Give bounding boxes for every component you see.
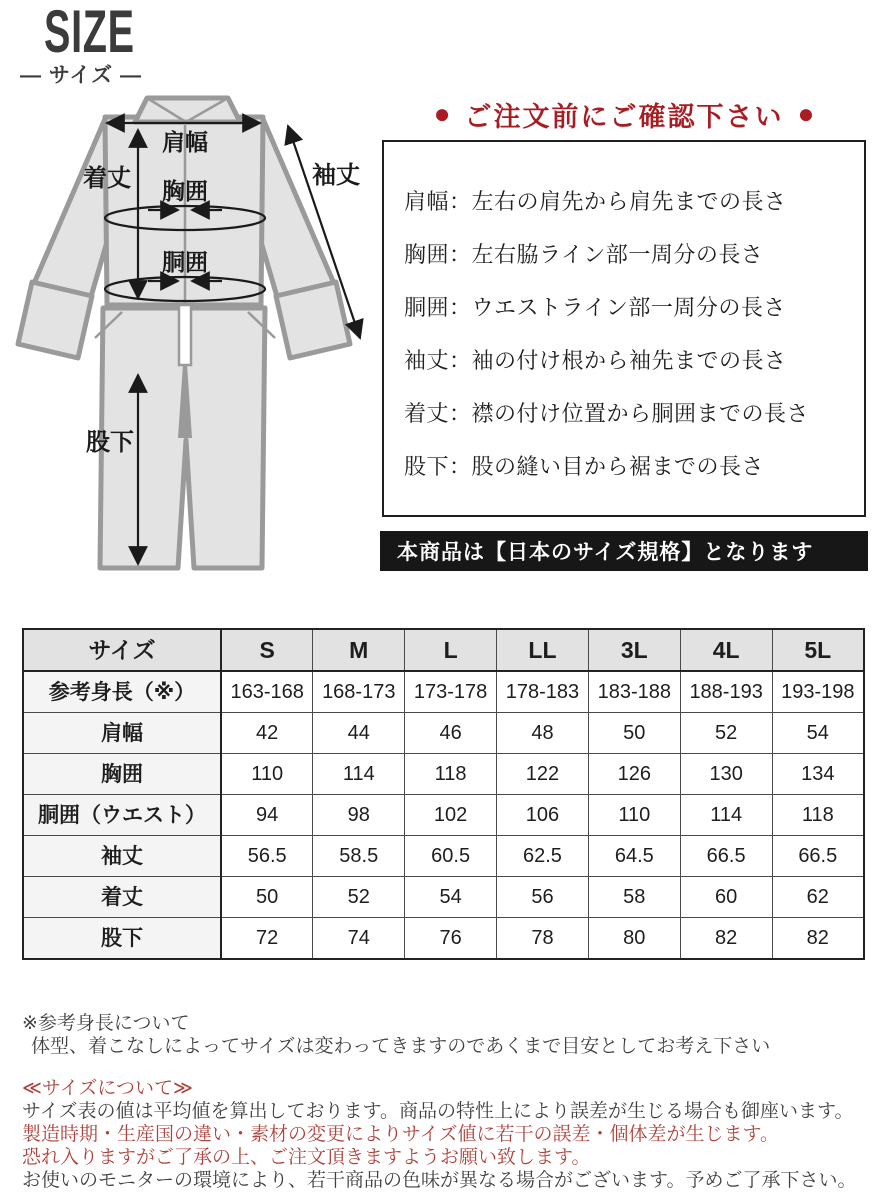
size-table-cell: 134	[772, 754, 864, 795]
size-table-cell: 118	[772, 795, 864, 836]
size-table-cell: 98	[313, 795, 405, 836]
size-table-cell: 50	[221, 877, 313, 918]
size-table-body	[23, 671, 864, 959]
notice-title-text: ご注文前にご確認下さい	[464, 101, 784, 132]
footnote-line: ≪サイズについて≫	[22, 1078, 193, 1099]
size-table-row-label: 参考身長（※）	[23, 671, 221, 713]
footnote-line: 体型、着こなしによってサイズは変わってきますのであくまで目安としてお考え下さい	[31, 1036, 771, 1057]
size-table-cell: 52	[680, 713, 772, 754]
size-table-cell: 60	[680, 877, 772, 918]
size-table-cell: 126	[588, 754, 680, 795]
size-table-cell: 52	[313, 877, 405, 918]
size-table-cell: 72	[221, 918, 313, 960]
size-table-cell: 46	[405, 713, 497, 754]
size-table-corner-header: サイズ	[23, 629, 221, 671]
footnote-line: お使いのモニターの環境により、若干商品の色味が異なる場合がございます。予めご了承下さい。	[22, 1170, 857, 1191]
size-table-row	[23, 918, 864, 960]
size-table-cell: 42	[221, 713, 313, 754]
bullet-icon: ●	[433, 98, 451, 129]
right-cuff-shape	[276, 282, 350, 358]
definition-line: 胴囲：ウエストライン部一周分の長さ	[404, 295, 786, 320]
page-title: SIZE	[44, 0, 135, 65]
footnote-line: ※参考身長について	[22, 1013, 190, 1034]
size-table-cell: 114	[313, 754, 405, 795]
size-table-row	[23, 713, 864, 754]
definition-line: 袖丈：袖の付け根から袖先までの長さ	[404, 348, 787, 373]
size-table-row	[23, 836, 864, 877]
size-table-cell: 82	[772, 918, 864, 960]
size-table-cell: 74	[313, 918, 405, 960]
size-table-row	[23, 795, 864, 836]
size-table-cell: 64.5	[588, 836, 680, 877]
size-table-cell: 122	[497, 754, 589, 795]
size-table-row	[23, 754, 864, 795]
size-table-cell: 193-198	[772, 671, 864, 713]
size-table-cell: 82	[680, 918, 772, 960]
notice-title	[380, 96, 868, 132]
size-table-row-label: 着丈	[23, 877, 221, 918]
size-table-cell: 94	[221, 795, 313, 836]
footnotes	[22, 1012, 867, 1192]
size-table-cell: 44	[313, 713, 405, 754]
size-table-cell: 54	[405, 877, 497, 918]
size-table-cell: 50	[588, 713, 680, 754]
size-table-cell: 48	[497, 713, 589, 754]
size-table-cell: 76	[405, 918, 497, 960]
size-table-row-label: 肩幅	[23, 713, 221, 754]
coverall-diagram	[14, 86, 376, 590]
size-table-cell: 62.5	[497, 836, 589, 877]
size-table-cell: 114	[680, 795, 772, 836]
size-table-cell: 178-183	[497, 671, 589, 713]
size-table-size-header: L	[405, 629, 497, 671]
inseam-label: 股下	[86, 429, 134, 456]
size-table-cell: 110	[588, 795, 680, 836]
size-table-cell: 66.5	[772, 836, 864, 877]
size-table-cell: 56.5	[221, 836, 313, 877]
footnote-line: 恐れ入りますがご了承の上、ご注文頂きますようお願い致します。	[22, 1147, 591, 1168]
chest-label: 胸囲	[162, 178, 208, 204]
size-table-cell: 130	[680, 754, 772, 795]
sleeve-length-label: 袖丈	[312, 162, 360, 189]
bullet-icon: ●	[797, 98, 815, 129]
size-table-cell: 118	[405, 754, 497, 795]
size-table-size-header: 3L	[588, 629, 680, 671]
size-table-cell: 188-193	[680, 671, 772, 713]
size-table	[22, 628, 865, 960]
size-table-cell: 60.5	[405, 836, 497, 877]
size-table-cell: 110	[221, 754, 313, 795]
size-table-row	[23, 671, 864, 713]
size-table-head-row	[23, 629, 864, 671]
size-table-cell: 56	[497, 877, 589, 918]
size-table-size-header: 4L	[680, 629, 772, 671]
size-table-size-header: LL	[497, 629, 589, 671]
footnote-line: 製造時期・生産国の違い・素材の変更によりサイズ値に若干の誤差・個体差が生じます。	[22, 1124, 779, 1145]
page-subtitle: — サイズ —	[20, 64, 142, 87]
front-placket	[179, 305, 191, 365]
size-table-size-header: M	[313, 629, 405, 671]
definition-line: 着丈：襟の付け位置から胴囲までの長さ	[404, 401, 810, 426]
body-length-label: 着丈	[83, 165, 131, 192]
size-table-cell: 102	[405, 795, 497, 836]
size-table-row-label: 胴囲（ウエスト）	[23, 795, 221, 836]
size-table-cell: 78	[497, 918, 589, 960]
definition-line: 肩幅：左右の肩先から肩先までの長さ	[404, 189, 787, 214]
definition-line: 股下：股の縫い目から裾までの長さ	[404, 454, 765, 479]
size-table-cell: 66.5	[680, 836, 772, 877]
size-table-cell: 106	[497, 795, 589, 836]
size-table-cell: 173-178	[405, 671, 497, 713]
jp-size-standard-banner: 本商品は【日本のサイズ規格】となります	[380, 531, 868, 571]
size-table-cell: 54	[772, 713, 864, 754]
size-table-cell: 183-188	[588, 671, 680, 713]
size-table-row	[23, 877, 864, 918]
waist-label: 胴囲	[162, 249, 208, 275]
size-table-cell: 168-173	[313, 671, 405, 713]
size-table-size-header: S	[221, 629, 313, 671]
size-table-cell: 58.5	[313, 836, 405, 877]
size-table-row-label: 袖丈	[23, 836, 221, 877]
size-table-cell: 163-168	[221, 671, 313, 713]
size-table-row-label: 胸囲	[23, 754, 221, 795]
size-table-cell: 62	[772, 877, 864, 918]
definitions-box	[382, 140, 866, 517]
size-table-size-header: 5L	[772, 629, 864, 671]
shoulder-width-label: 肩幅	[162, 129, 208, 155]
size-table-cell: 80	[588, 918, 680, 960]
size-table-row-label: 股下	[23, 918, 221, 960]
definition-line: 胸囲：左右脇ライン部一周分の長さ	[404, 242, 764, 267]
size-table-cell: 58	[588, 877, 680, 918]
footnote-line: サイズ表の値は平均値を算出しております。商品の特性上により誤差が生じる場合も御座います。	[22, 1101, 854, 1122]
left-cuff-shape	[18, 282, 92, 358]
